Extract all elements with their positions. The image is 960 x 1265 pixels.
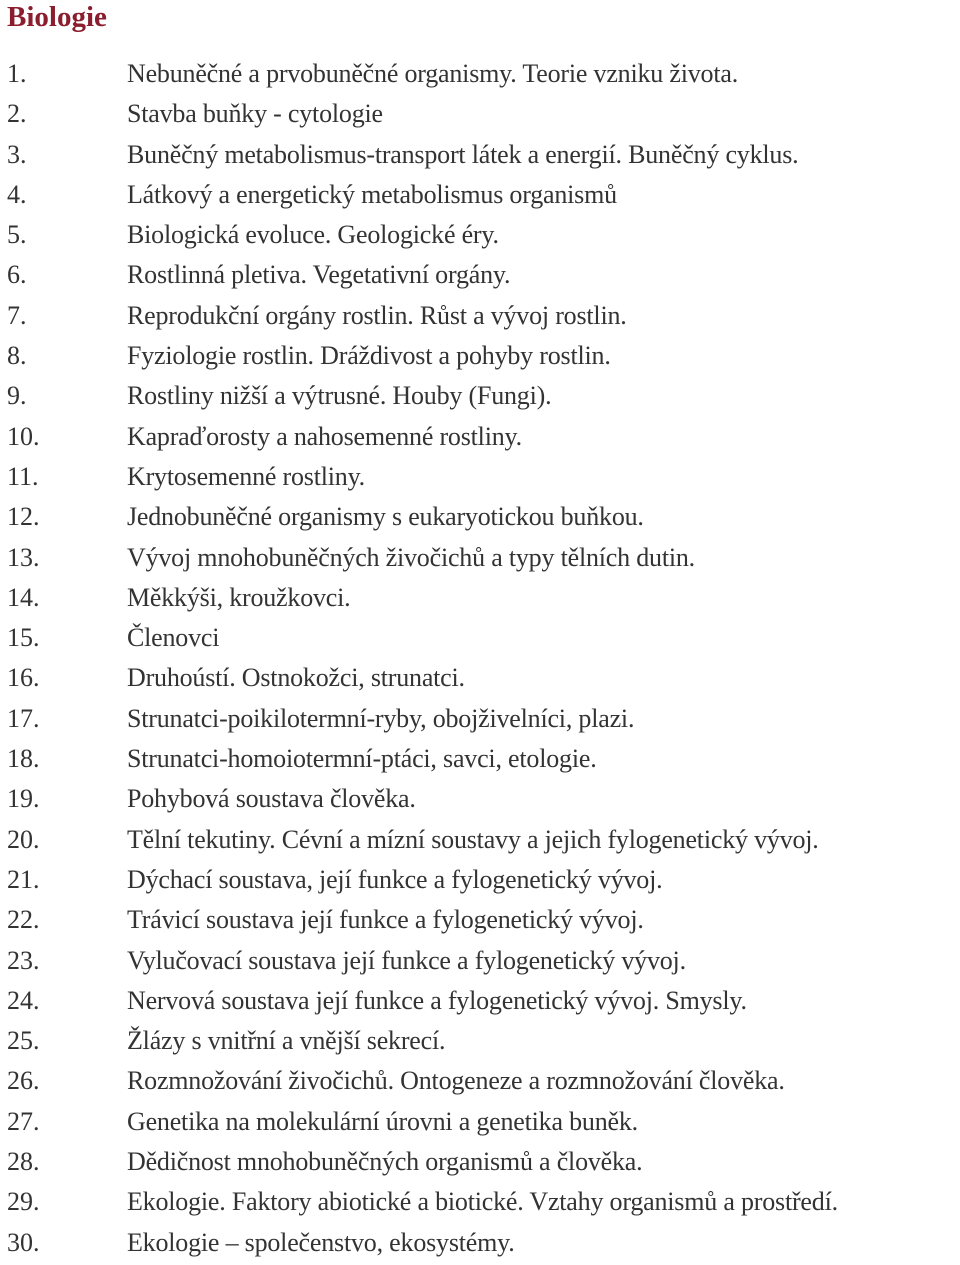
topic-text: Buněčný metabolismus-transport látek a energií. Buněčný cyklus. xyxy=(127,139,799,169)
topic-text: Vylučovací soustava její funkce a fylogenetický vývoj. xyxy=(127,945,686,975)
topic-number: 26. xyxy=(7,1066,40,1096)
topic-number: 14. xyxy=(7,582,40,612)
list-item xyxy=(0,1102,960,1142)
topic-text: Stavba buňky - cytologie xyxy=(127,99,383,129)
list-item xyxy=(0,1223,960,1263)
page-title: Biologie xyxy=(7,1,107,33)
topic-number: 4. xyxy=(7,179,27,209)
list-item xyxy=(0,1061,960,1101)
topic-text: Rostliny nižší a výtrusné. Houby (Fungi). xyxy=(127,381,552,411)
topic-text: Druhoústí. Ostnokožci, strunatci. xyxy=(127,663,465,693)
list-item xyxy=(0,215,960,255)
list-item xyxy=(0,336,960,376)
topic-text: Ekologie – společenstvo, ekosystémy. xyxy=(127,1227,515,1257)
topic-number: 9. xyxy=(7,381,27,411)
topic-number: 22. xyxy=(7,905,40,935)
topic-number: 15. xyxy=(7,623,40,653)
list-item xyxy=(0,578,960,618)
topic-text: Trávicí soustava její funkce a fylogenetický vývoj. xyxy=(127,905,644,935)
topic-number: 11. xyxy=(7,461,39,491)
topic-number: 28. xyxy=(7,1147,40,1177)
list-item xyxy=(0,618,960,658)
list-item xyxy=(0,175,960,215)
topic-text: Genetika na molekulární úrovni a genetika buněk. xyxy=(127,1106,638,1136)
topic-number: 19. xyxy=(7,784,40,814)
topic-text: Strunatci-homoiotermní-ptáci, savci, etologie. xyxy=(127,744,597,774)
list-item xyxy=(0,900,960,940)
topic-text: Biologická evoluce. Geologické éry. xyxy=(127,220,499,250)
topic-text: Tělní tekutiny. Cévní a mízní soustavy a jejich fylogenetický vývoj. xyxy=(127,824,819,854)
topic-number: 1. xyxy=(7,59,27,88)
topic-text: Měkkýši, kroužkovci. xyxy=(127,582,351,612)
list-item xyxy=(0,1021,960,1061)
topic-text: Nervová soustava její funkce a fylogenetický vývoj. Smysly. xyxy=(127,985,747,1015)
topic-text: Členovci xyxy=(127,623,220,653)
topic-number: 27. xyxy=(7,1106,40,1136)
topic-number: 25. xyxy=(7,1026,40,1056)
list-item xyxy=(0,296,960,336)
topic-text: Rostlinná pletiva. Vegetativní orgány. xyxy=(127,260,511,290)
topic-number: 30. xyxy=(7,1227,40,1257)
topic-number: 10. xyxy=(7,421,40,451)
list-item xyxy=(0,1182,960,1222)
list-item xyxy=(0,1142,960,1182)
topic-number: 16. xyxy=(7,663,40,693)
topic-text: Krytosemenné rostliny. xyxy=(127,461,365,491)
list-item xyxy=(0,658,960,698)
list-item xyxy=(0,54,960,94)
list-item xyxy=(0,135,960,175)
list-item xyxy=(0,981,960,1021)
topic-number: 18. xyxy=(7,744,40,774)
topic-text: Fyziologie rostlin. Dráždivost a pohyby rostlin. xyxy=(127,341,611,371)
topic-number: 13. xyxy=(7,542,40,572)
list-item xyxy=(0,860,960,900)
list-item xyxy=(0,417,960,457)
topic-text: Látkový a energetický metabolismus organismů xyxy=(127,179,617,209)
topic-number: 24. xyxy=(7,985,40,1015)
topic-text: Dýchací soustava, její funkce a fylogenetický vývoj. xyxy=(127,864,663,894)
topic-text: Kapraďorosty a nahosemenné rostliny. xyxy=(127,421,522,451)
list-item xyxy=(0,699,960,739)
topic-text: Rozmnožování živočichů. Ontogeneze a rozmnožování člověka. xyxy=(127,1066,785,1096)
topic-number: 2. xyxy=(7,99,27,129)
topic-number: 29. xyxy=(7,1187,40,1217)
list-item xyxy=(0,457,960,497)
topic-text: Dědičnost mnohobuněčných organismů a člověka. xyxy=(127,1147,643,1177)
topic-number: 8. xyxy=(7,341,27,371)
topic-number: 23. xyxy=(7,945,40,975)
topic-number: 20. xyxy=(7,824,40,854)
topic-text: Jednobuněčné organismy s eukaryotickou buňkou. xyxy=(127,502,644,532)
topic-text: Reprodukční orgány rostlin. Růst a vývoj rostlin. xyxy=(127,300,627,330)
topic-number: 17. xyxy=(7,703,40,733)
topic-number: 3. xyxy=(7,139,27,169)
list-item xyxy=(0,255,960,295)
topic-number: 6. xyxy=(7,260,27,290)
topic-text: Strunatci-poikilotermní-ryby, obojživelníci, plazi. xyxy=(127,703,635,733)
topic-number: 12. xyxy=(7,502,40,532)
topic-number: 21. xyxy=(7,864,40,894)
list-item xyxy=(0,941,960,981)
list-item xyxy=(0,820,960,860)
list-item xyxy=(0,779,960,819)
list-item xyxy=(0,376,960,416)
list-item xyxy=(0,94,960,134)
topic-number: 7. xyxy=(7,300,27,330)
list-item xyxy=(0,538,960,578)
topic-text: Ekologie. Faktory abiotické a biotické. Vztahy organismů a prostředí. xyxy=(127,1187,838,1217)
topic-number: 5. xyxy=(7,220,27,250)
list-item xyxy=(0,497,960,537)
topic-text: Žlázy s vnitřní a vnější sekrecí. xyxy=(127,1026,446,1056)
list-item xyxy=(0,739,960,779)
topic-list xyxy=(0,54,960,1263)
topic-text: Pohybová soustava člověka. xyxy=(127,784,416,814)
topic-text: Nebuněčné a prvobuněčné organismy. Teorie vzniku života. xyxy=(127,59,739,88)
topic-text: Vývoj mnohobuněčných živočichů a typy tělních dutin. xyxy=(127,542,695,572)
